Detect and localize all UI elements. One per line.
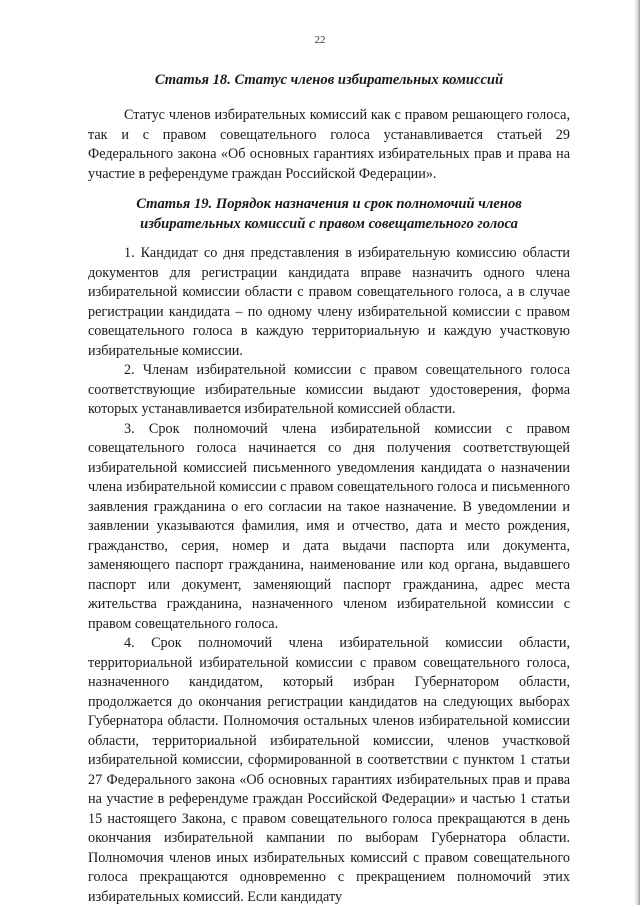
article-18-heading: Статья 18. Статус членов избирательных комиссий xyxy=(154,72,504,88)
article-19-body xyxy=(88,244,570,907)
page-number: 22 xyxy=(314,34,326,46)
article-19-paragraph-2: 2. Членам избирательной комиссии с правом совещательного голоса соответствующие избирательные комиссии выдают удостоверения, форма которых устанавливается избирательной комиссией области. xyxy=(88,362,570,417)
scan-edge-shadow xyxy=(634,0,640,905)
article-19-heading-line-2: избирательных комиссий с правом совещательного голоса xyxy=(140,216,518,232)
article-18-body xyxy=(88,106,570,184)
article-19-heading xyxy=(88,194,570,234)
article-19-paragraph-4: 4. Срок полномочий члена избирательной комиссии области, территориальной избирательной комиссии с правом совещательного голоса, назначенного кандидатом, который избран Губернатором области, продолжается до окончания регистрации кандидатов на следующих выборах Губернатора области. Полномочия остальных членов избирательной комиссии области, территориальной избирательной комиссии, членов участковой избирательной комиссии, сформированной в соответствии с пунктом 1 статьи 27 Федерального закона «Об основных гарантиях избирательных прав и права на участие в референдуме граждан Российской Федерации» и частью 1 статьи 15 настоящего Закона, с правом совещательного голоса прекращаются в день окончания избирательной кампании по выборам Губернатора области. Полномочия членов иных избирательных комиссий с правом совещательного голоса прекращаются одновременно с прекращением полномочий этих избирательных комиссий. Если кандидату xyxy=(88,635,570,905)
article-19-paragraph-3: 3. Срок полномочий члена избирательной комиссии с правом совещательного голоса начинается со дня получения соответствующей избирательной комиссией письменного уведомления кандидата о назначении члена избирательной комиссии с правом совещательного голоса и письменного заявления гражданина о его согласии на такое назначение. В уведомлении и заявлении указываются фамилия, имя и отчество, дата и место рождения, гражданство, серия, номер и дата выдачи паспорта или документа, заменяющего паспорт гражданина, наименование или код органа, выдавшего паспорт или документ, заменяющий паспорт гражданина, адрес места жительства гражданина, назначенного членом избирательной комиссии с правом совещательного голоса. xyxy=(88,420,570,632)
article-19-paragraph-1: 1. Кандидат со дня представления в избирательную комиссию области документов для регистрации кандидата вправе назначить одного члена избирательной комиссии области с правом совещательного голоса, а в случае регистрации кандидата – по одному члену избирательной комиссии с правом совещательного голоса в каждую территориальную и каждую участковую избирательные комиссии. xyxy=(88,245,570,359)
article-18-paragraph: Статус членов избирательных комиссий как с правом решающего голоса, так и с правом совещательного голоса устанавливается статьей 29 Федерального закона «Об основных гарантиях избирательных прав и права на участие в референдуме граждан Российской Федерации». xyxy=(88,107,570,182)
article-19-heading-line-1: Статья 19. Порядок назначения и срок полномочий членов xyxy=(136,196,522,212)
